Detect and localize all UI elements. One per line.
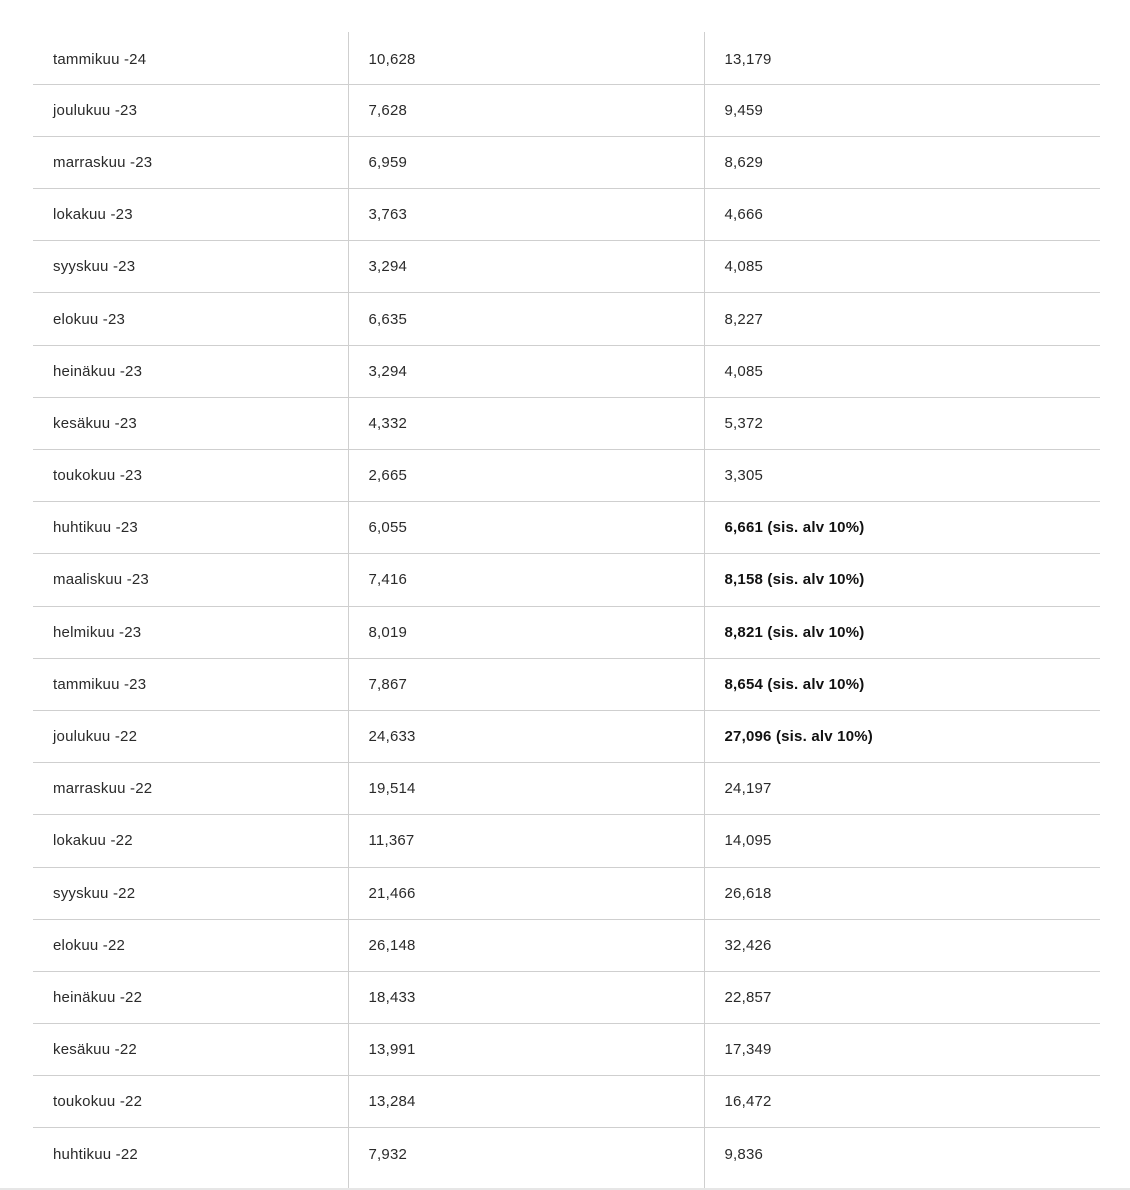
month-cell: joulukuu -22: [33, 710, 348, 762]
value-cell: 21,466: [348, 867, 704, 919]
table-row: [33, 293, 1100, 345]
value-vat-cell: 9,836: [704, 1128, 1100, 1180]
table-row: [33, 710, 1100, 762]
month-cell: lokakuu -22: [33, 815, 348, 867]
value-vat-cell: 22,857: [704, 971, 1100, 1023]
value-cell: 19,514: [348, 763, 704, 815]
value-vat-cell: 3,305: [704, 450, 1100, 502]
table-row: [33, 241, 1100, 293]
month-cell: syyskuu -23: [33, 241, 348, 293]
table-row: [33, 84, 1100, 136]
month-cell: tammikuu -24: [33, 32, 348, 84]
table-row: [33, 189, 1100, 241]
month-cell: huhtikuu -22: [33, 1128, 348, 1180]
value-vat-cell: 8,158 (sis. alv 10%): [704, 554, 1100, 606]
value-cell: 10,628: [348, 32, 704, 84]
column-divider: [348, 1180, 349, 1188]
value-cell: 26,148: [348, 919, 704, 971]
value-vat-cell: 27,096 (sis. alv 10%): [704, 710, 1100, 762]
value-vat-cell: 8,227: [704, 293, 1100, 345]
table-row: [33, 919, 1100, 971]
value-cell: 4,332: [348, 397, 704, 449]
value-vat-cell: 9,459: [704, 84, 1100, 136]
value-cell: 3,763: [348, 189, 704, 241]
month-cell: syyskuu -22: [33, 867, 348, 919]
table-row: [33, 606, 1100, 658]
table-row: [33, 1128, 1100, 1180]
table-row: [33, 658, 1100, 710]
value-cell: 3,294: [348, 241, 704, 293]
table-row: [33, 1076, 1100, 1128]
value-cell: 7,628: [348, 84, 704, 136]
value-cell: 8,019: [348, 606, 704, 658]
month-cell: heinäkuu -23: [33, 345, 348, 397]
value-vat-cell: 8,821 (sis. alv 10%): [704, 606, 1100, 658]
month-cell: kesäkuu -23: [33, 397, 348, 449]
value-cell: 18,433: [348, 971, 704, 1023]
value-cell: 6,055: [348, 502, 704, 554]
table-row: [33, 397, 1100, 449]
table-row: [33, 554, 1100, 606]
value-cell: 24,633: [348, 710, 704, 762]
table-row: [33, 345, 1100, 397]
column-divider: [704, 1180, 705, 1188]
price-table: [33, 32, 1100, 1181]
value-cell: 6,635: [348, 293, 704, 345]
month-cell: lokakuu -23: [33, 189, 348, 241]
month-cell: marraskuu -22: [33, 763, 348, 815]
value-cell: 11,367: [348, 815, 704, 867]
value-vat-cell: 4,666: [704, 189, 1100, 241]
value-vat-cell: 16,472: [704, 1076, 1100, 1128]
month-cell: heinäkuu -22: [33, 971, 348, 1023]
value-vat-cell: 32,426: [704, 919, 1100, 971]
month-cell: elokuu -23: [33, 293, 348, 345]
month-cell: huhtikuu -23: [33, 502, 348, 554]
month-cell: helmikuu -23: [33, 606, 348, 658]
month-cell: toukokuu -23: [33, 450, 348, 502]
value-cell: 6,959: [348, 136, 704, 188]
value-cell: 3,294: [348, 345, 704, 397]
value-vat-cell: 5,372: [704, 397, 1100, 449]
value-vat-cell: 17,349: [704, 1024, 1100, 1076]
value-vat-cell: 4,085: [704, 241, 1100, 293]
table-row: [33, 815, 1100, 867]
month-cell: toukokuu -22: [33, 1076, 348, 1128]
table-row: [33, 1024, 1100, 1076]
value-cell: 7,416: [348, 554, 704, 606]
value-cell: 13,284: [348, 1076, 704, 1128]
table-row: [33, 136, 1100, 188]
table-row: [33, 32, 1100, 84]
table-row: [33, 450, 1100, 502]
price-table-body: [33, 32, 1100, 1180]
table-row: [33, 763, 1100, 815]
value-vat-cell: 13,179: [704, 32, 1100, 84]
value-cell: 7,867: [348, 658, 704, 710]
value-vat-cell: 8,629: [704, 136, 1100, 188]
table-row: [33, 502, 1100, 554]
price-table-container: [33, 32, 1100, 1181]
month-cell: marraskuu -23: [33, 136, 348, 188]
month-cell: kesäkuu -22: [33, 1024, 348, 1076]
value-vat-cell: 6,661 (sis. alv 10%): [704, 502, 1100, 554]
value-vat-cell: 8,654 (sis. alv 10%): [704, 658, 1100, 710]
month-cell: tammikuu -23: [33, 658, 348, 710]
table-row: [33, 867, 1100, 919]
value-vat-cell: 4,085: [704, 345, 1100, 397]
value-vat-cell: 26,618: [704, 867, 1100, 919]
value-vat-cell: 24,197: [704, 763, 1100, 815]
month-cell: elokuu -22: [33, 919, 348, 971]
month-cell: joulukuu -23: [33, 84, 348, 136]
value-cell: 7,932: [348, 1128, 704, 1180]
value-cell: 13,991: [348, 1024, 704, 1076]
table-row: [33, 971, 1100, 1023]
value-vat-cell: 14,095: [704, 815, 1100, 867]
month-cell: maaliskuu -23: [33, 554, 348, 606]
value-cell: 2,665: [348, 450, 704, 502]
